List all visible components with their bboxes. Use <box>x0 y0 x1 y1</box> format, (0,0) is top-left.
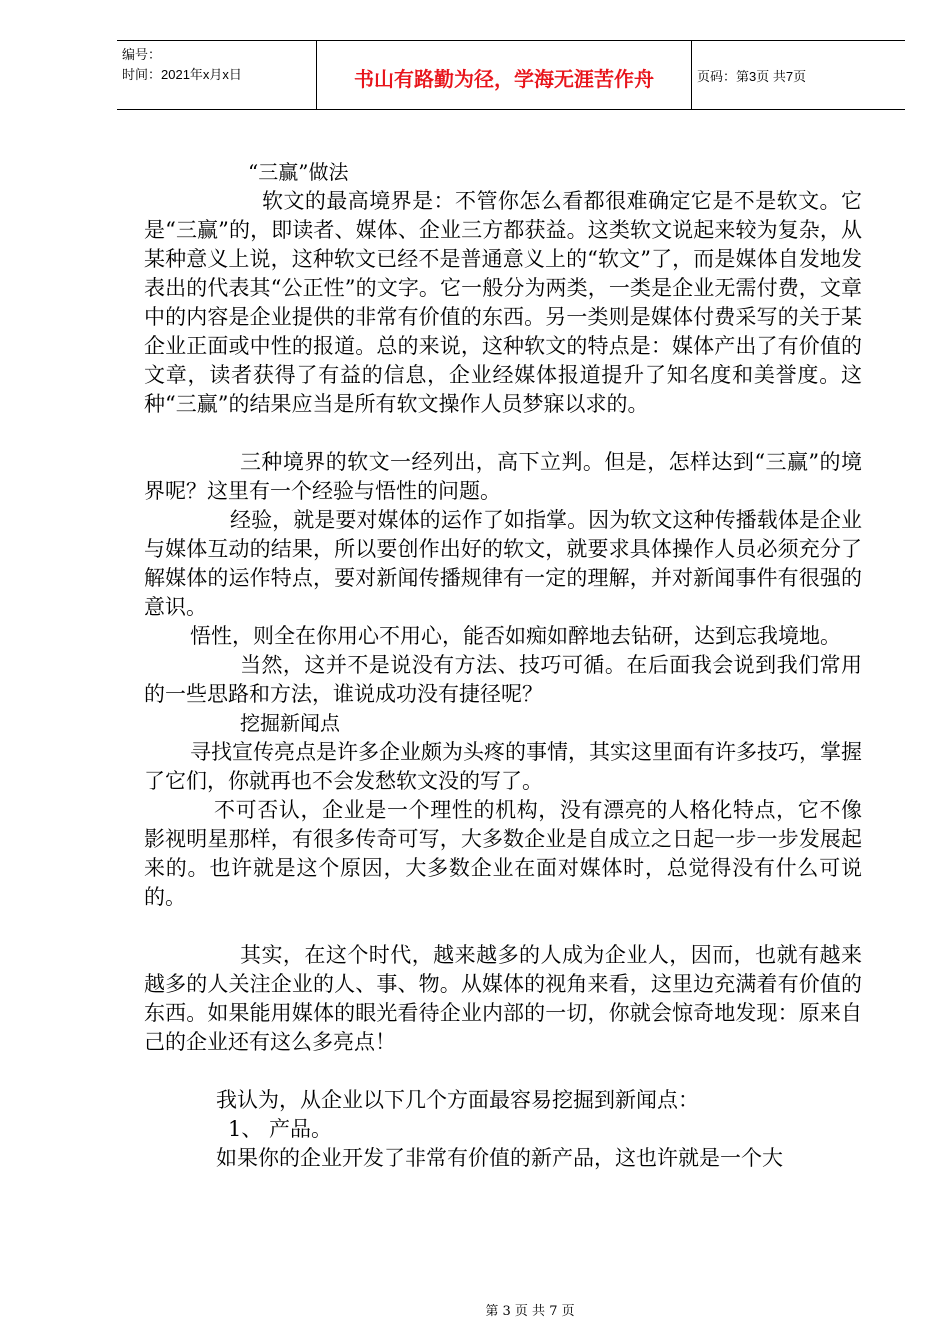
list-item-product: 1、 产品。 <box>228 1117 333 1141</box>
paragraph: 经验，就是要对媒体的运作了如指掌。因为软文这种传播载体是企业与媒体互动的结果，所以要创作出好的软文，就要求具体操作人员必须充分了解媒体的运作特点，要对新闻传播规律有一定的理解，并对新闻事件有很强的意识。 <box>144 508 862 619</box>
page-header <box>117 40 905 110</box>
header-motto: 书山有路勤为径，学海无涯苦作舟 <box>354 67 654 91</box>
paragraph: 不可否认，企业是一个理性的机构，没有漂亮的人格化特点，它不像影视明星那样，有很多传奇可写，大多数企业是自成立之日起一步一步发展起来的。也许就是这个原因，大多数企业在面对媒体时，总觉得没有什么可说的。 <box>144 798 862 909</box>
page-footer: 第 3 页 共 7 页 <box>485 1304 575 1319</box>
paragraph: 我认为，从企业以下几个方面最容易挖掘到新闻点： <box>216 1088 699 1112</box>
header-page-info: 页码：第3页 共7页 <box>697 69 807 84</box>
paragraph: 软文的最高境界是：不管你怎么看都很难确定它是不是软文。它是“三赢”的，即读者、媒体、企业三方都获益。这类软文说起来较为复杂，从某种意义上说，这种软文已经不是普通意义上的“软文”了，而是媒体自发地发表出的代表其“公正性”的文字。它一般分为两类，一类是企业无需付费，文章中的内容是企业提供的非常有价值的东西。另一类则是媒体付费采写的关于某企业正面或中性的报道。总的来说，这种软文的特点是：媒体产出了有价值的文章，读者获得了有益的信息，企业经媒体报道提升了知名度和美誉度。这种“三赢”的结果应当是所有软文操作人员梦寐以求的。 <box>144 189 862 416</box>
paragraph: 三种境界的软文一经列出，高下立判。但是，怎样达到“三赢”的境界呢？这里有一个经验与悟性的问题。 <box>144 450 862 503</box>
header-meta <box>117 41 316 109</box>
paragraph: 寻找宣传亮点是许多企业颇为头疼的事情，其实这里面有许多技巧，掌握了它们，你就再也不会发愁软文没的写了。 <box>144 740 862 793</box>
section-heading-news: 挖掘新闻点 <box>240 711 340 735</box>
paragraph: 悟性，则全在你用心不用心，能否如痴如醉地去钻研，达到忘我境地。 <box>190 624 841 648</box>
paragraph: 其实，在这个时代，越来越多的人成为企业人，因而，也就有越来越多的人关注企业的人、事、物。从媒体的视角来看，这里边充满着有价值的东西。如果能用媒体的眼光看待企业内部的一切，你就会惊奇地发现：原来自己的企业还有这么多亮点！ <box>144 943 862 1054</box>
number-label: 编号： <box>122 47 162 62</box>
paragraph: 当然，这并不是说没有方法、技巧可循。在后面我会说到我们常用的一些思路和方法，谁说成功没有捷径呢？ <box>144 653 862 706</box>
section-heading-sanying: “三赢”做法 <box>248 160 349 184</box>
paragraph: 如果你的企业开发了非常有价值的新产品，这也许就是一个大 <box>216 1146 783 1170</box>
body-text <box>144 158 862 1173</box>
header-motto-cell <box>316 41 692 109</box>
time-label: 时间：2021年x月x日 <box>122 67 242 82</box>
